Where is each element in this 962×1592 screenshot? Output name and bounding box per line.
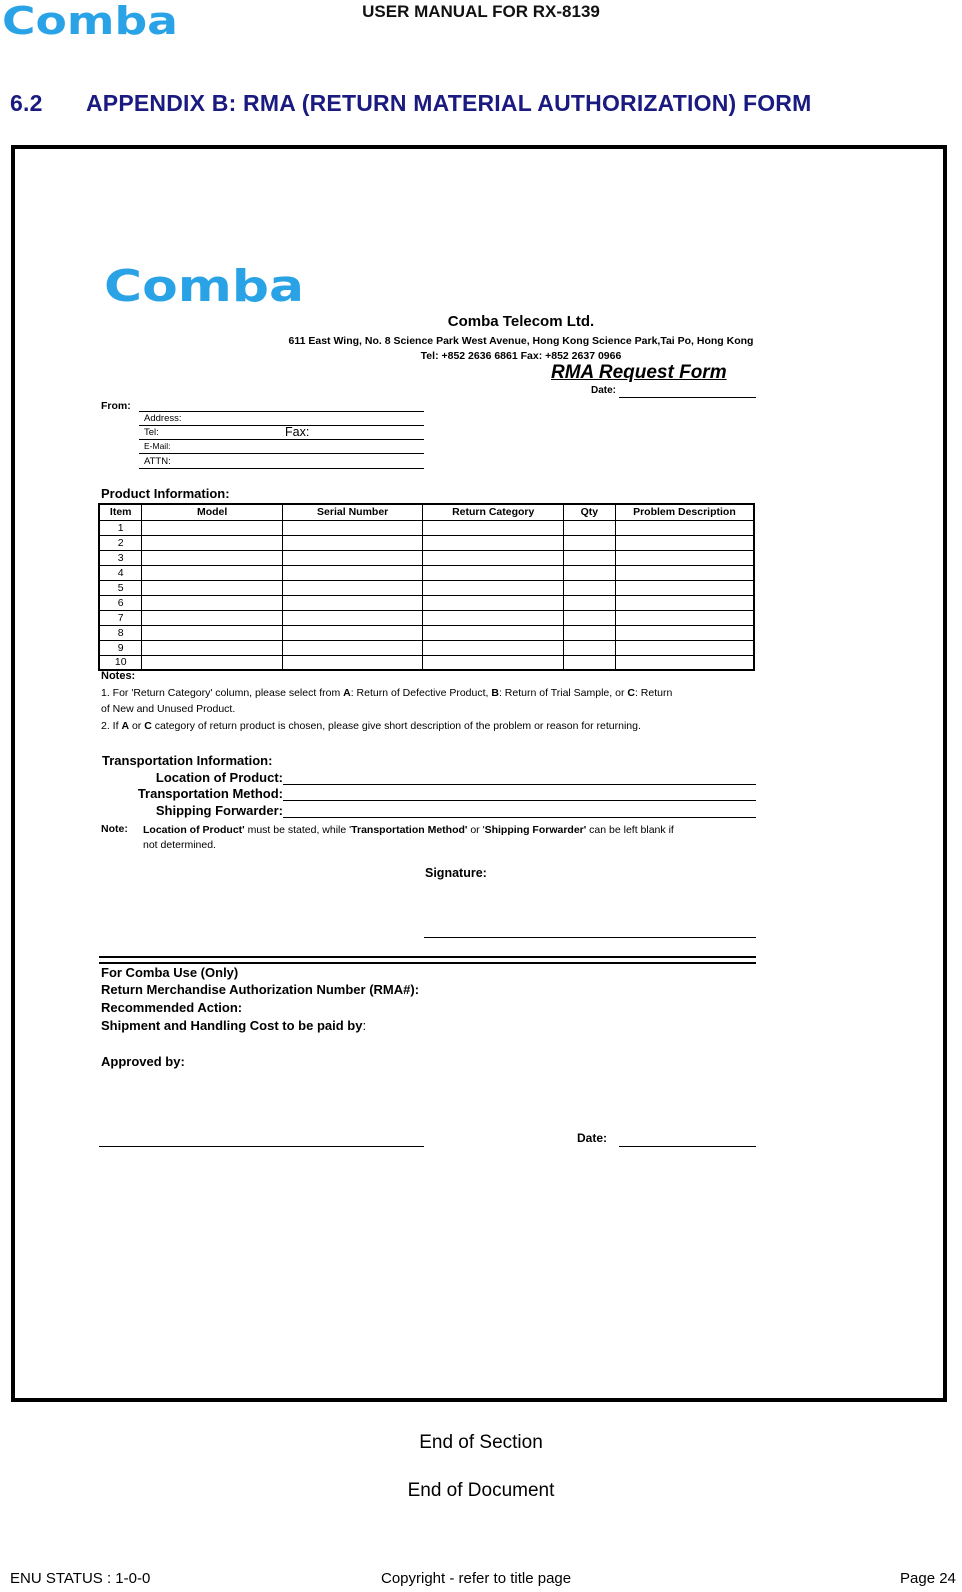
note-2-text: 2. If — [101, 720, 122, 732]
serial-cell[interactable] — [282, 610, 423, 625]
category-cell[interactable] — [423, 625, 564, 640]
table-row — [99, 625, 754, 640]
attn-field-line[interactable] — [139, 468, 424, 469]
item-number: 3 — [99, 550, 142, 565]
problem-cell[interactable] — [615, 655, 754, 670]
qty-cell[interactable] — [563, 655, 615, 670]
problem-cell[interactable] — [615, 535, 754, 550]
problem-cell[interactable] — [615, 625, 754, 640]
date-field-line[interactable] — [619, 397, 756, 398]
email-label: E-Mail: — [144, 441, 171, 451]
model-cell[interactable] — [142, 550, 282, 565]
rma-number-label: Return Merchandise Authorization Number (RMA#): — [101, 982, 420, 997]
footer-page-number: Page 24 — [900, 1570, 956, 1587]
shipment-cost-label — [101, 1018, 366, 1033]
col-header-qty: Qty — [563, 504, 615, 520]
col-header-item: Item — [99, 504, 142, 520]
transport-note-e: Shipping Forwarder' — [484, 824, 587, 836]
item-number: 10 — [99, 655, 142, 670]
qty-cell[interactable] — [563, 535, 615, 550]
address-field-line[interactable] — [139, 425, 424, 426]
category-cell[interactable] — [423, 610, 564, 625]
model-cell[interactable] — [142, 565, 282, 580]
model-cell[interactable] — [142, 610, 282, 625]
section-number: 6.2 — [10, 90, 43, 116]
notes-title: Notes: — [101, 670, 136, 682]
note-1-code-a: A — [343, 687, 351, 699]
serial-cell[interactable] — [282, 520, 423, 535]
problem-cell[interactable] — [615, 640, 754, 655]
fax-label: Fax: — [285, 425, 310, 439]
comba-use-title: For Comba Use (Only) — [101, 965, 239, 980]
qty-cell[interactable] — [563, 595, 615, 610]
model-cell[interactable] — [142, 625, 282, 640]
approval-date-label: Date: — [577, 1131, 608, 1145]
transport-method-line[interactable] — [283, 800, 756, 801]
col-header-serial-number: Serial Number — [282, 504, 423, 520]
note-1-text: 1. For 'Return Category' column, please select from — [101, 687, 344, 699]
table-row — [99, 520, 754, 535]
category-cell[interactable] — [423, 520, 564, 535]
table-row — [99, 595, 754, 610]
location-of-product-label: Location of Product: — [155, 770, 283, 785]
signature-line[interactable] — [424, 937, 756, 938]
tel-field-line[interactable] — [139, 439, 424, 440]
table-row — [99, 565, 754, 580]
footer-status: ENU STATUS : 1-0-0 — [10, 1570, 151, 1587]
date-label: Date: — [591, 385, 617, 396]
note-2-code-a: A — [121, 720, 130, 732]
item-number: 2 — [99, 535, 142, 550]
comba-logo-form — [104, 264, 308, 309]
serial-cell[interactable] — [282, 580, 423, 595]
transport-method-label: Transportation Method: — [137, 786, 283, 801]
company-name: Comba Telecom Ltd. — [447, 313, 595, 330]
table-row — [99, 610, 754, 625]
approved-by-label: Approved by: — [101, 1054, 185, 1069]
note-2-text-c: category of return product is chosen, please give short description of the problem or reason for returning. — [151, 720, 641, 732]
model-cell[interactable] — [142, 655, 282, 670]
transport-note-a: Location of Product' — [143, 824, 245, 836]
qty-cell[interactable] — [563, 625, 615, 640]
company-address: 611 East Wing, No. 8 Science Park West Avenue, Hong Kong Science Park,Tai Po, Hong Kong — [288, 335, 754, 347]
transport-title: Transportation Information: — [102, 753, 273, 768]
model-cell[interactable] — [142, 595, 282, 610]
end-of-section: End of Section — [419, 1432, 543, 1453]
category-cell[interactable] — [423, 580, 564, 595]
company-contact: Tel: +852 2636 6861 Fax: +852 2637 0966 — [420, 350, 622, 362]
transport-note-g: not determined. — [143, 839, 216, 851]
note-1-text-c: : Return of Trial Sample, or — [498, 687, 628, 699]
transport-note-d: or ' — [467, 824, 485, 836]
note-2-text-b: or — [129, 720, 145, 732]
item-number: 6 — [99, 595, 142, 610]
table-row — [99, 550, 754, 565]
table-row — [99, 580, 754, 595]
problem-cell[interactable] — [615, 565, 754, 580]
end-of-document: End of Document — [407, 1480, 555, 1501]
qty-cell[interactable] — [563, 550, 615, 565]
problem-cell[interactable] — [615, 550, 754, 565]
approved-by-line[interactable] — [99, 1146, 424, 1147]
problem-cell[interactable] — [615, 610, 754, 625]
attn-label: ATTN: — [144, 456, 171, 467]
item-number: 4 — [99, 565, 142, 580]
model-cell[interactable] — [142, 535, 282, 550]
serial-cell[interactable] — [282, 655, 423, 670]
address-label: Address: — [144, 413, 182, 424]
separator-line — [99, 956, 756, 958]
table-row — [99, 655, 754, 670]
model-cell[interactable] — [142, 520, 282, 535]
signature-label: Signature: — [425, 866, 487, 880]
note-1-code-b: B — [491, 687, 499, 699]
item-number: 9 — [99, 640, 142, 655]
logo-text: Comba — [2, 2, 178, 40]
transport-note-label: Note: — [101, 823, 128, 835]
transport-note-b: must be stated, while ' — [244, 824, 352, 836]
serial-cell[interactable] — [282, 550, 423, 565]
note-2 — [101, 718, 761, 734]
shipment-cost-text: Shipment and Handling Cost to be paid by — [101, 1018, 363, 1033]
category-cell[interactable] — [423, 655, 564, 670]
form-logo-text: Comba — [104, 264, 304, 309]
footer-copyright: Copyright - refer to title page — [381, 1570, 572, 1587]
serial-cell[interactable] — [282, 595, 423, 610]
transport-note-f: can be left blank if — [586, 824, 674, 836]
serial-cell[interactable] — [282, 625, 423, 640]
product-table-header-row — [99, 504, 754, 520]
problem-cell[interactable] — [615, 520, 754, 535]
location-of-product-line[interactable] — [283, 784, 756, 785]
note-1-text-e: of New and Unused Product. — [101, 703, 236, 715]
category-cell[interactable] — [423, 595, 564, 610]
from-field-line[interactable] — [139, 411, 424, 412]
serial-cell[interactable] — [282, 640, 423, 655]
item-number: 1 — [99, 520, 142, 535]
tel-label: Tel: — [144, 427, 159, 438]
qty-cell[interactable] — [563, 580, 615, 595]
note-2-code-c: C — [144, 720, 152, 732]
form-title: RMA Request Form — [551, 362, 727, 383]
note-1-text-b: : Return of Defective Product, — [350, 687, 492, 699]
serial-cell[interactable] — [282, 535, 423, 550]
category-cell[interactable] — [423, 535, 564, 550]
manual-title: USER MANUAL FOR RX-8139 — [362, 2, 600, 21]
recommended-action-label: Recommended Action: — [101, 1000, 243, 1015]
model-cell[interactable] — [142, 640, 282, 655]
serial-cell[interactable] — [282, 565, 423, 580]
product-info-title: Product Information: — [101, 486, 230, 501]
shipping-forwarder-line[interactable] — [283, 817, 756, 818]
shipping-forwarder-label: Shipping Forwarder: — [155, 803, 283, 818]
category-cell[interactable] — [423, 640, 564, 655]
item-number: 8 — [99, 625, 142, 640]
table-row — [99, 535, 754, 550]
problem-cell[interactable] — [615, 595, 754, 610]
product-table — [98, 503, 755, 671]
transport-note — [143, 823, 758, 853]
item-number: 7 — [99, 610, 142, 625]
col-header-return-category: Return Category — [423, 504, 564, 520]
separator-line — [99, 962, 756, 964]
col-header-problem-description: Problem Description — [615, 504, 754, 520]
model-cell[interactable] — [142, 580, 282, 595]
approval-date-line[interactable] — [619, 1146, 756, 1147]
category-cell[interactable] — [423, 565, 564, 580]
section-title: APPENDIX B: RMA (RETURN MATERIAL AUTHORIZATION) FORM — [86, 90, 812, 116]
from-label: From: — [101, 400, 131, 412]
qty-cell[interactable] — [563, 520, 615, 535]
qty-cell[interactable] — [563, 640, 615, 655]
qty-cell[interactable] — [563, 565, 615, 580]
col-header-model: Model — [142, 504, 282, 520]
note-1 — [101, 685, 761, 717]
section-heading — [10, 90, 811, 117]
transport-note-c: Transportation Method' — [351, 824, 468, 836]
item-number: 5 — [99, 580, 142, 595]
table-row — [99, 640, 754, 655]
problem-cell[interactable] — [615, 580, 754, 595]
note-1-text-d: : Return — [634, 687, 673, 699]
category-cell[interactable] — [423, 550, 564, 565]
qty-cell[interactable] — [563, 610, 615, 625]
note-1-code-c: C — [627, 687, 635, 699]
email-field-line[interactable] — [139, 453, 424, 454]
shipment-cost-colon: : — [362, 1018, 367, 1033]
